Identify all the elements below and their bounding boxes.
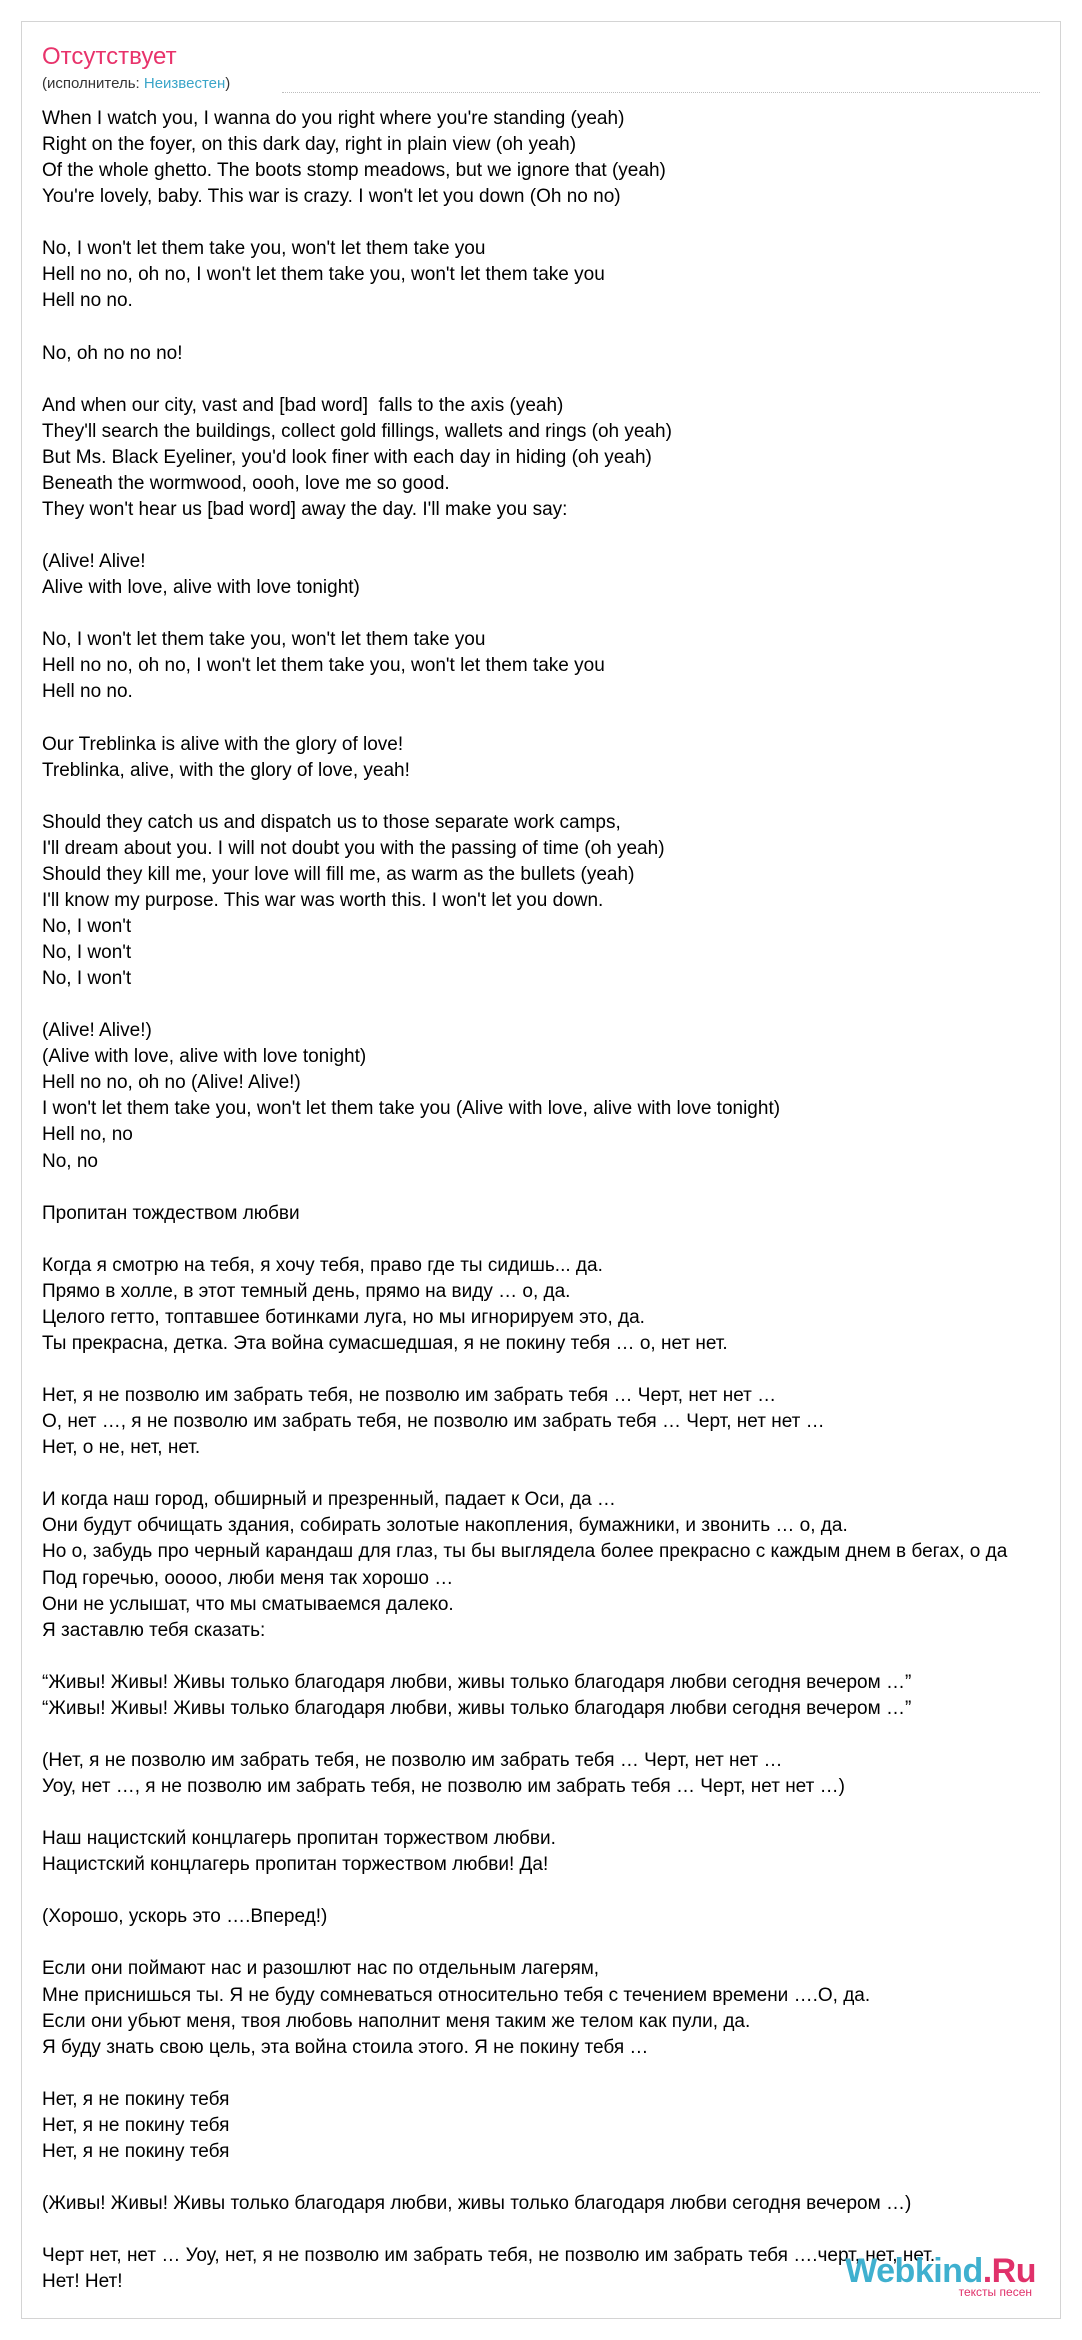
lyric-line: I won't let them take you, won't let them take you (Alive with love, alive with love tonight) bbox=[42, 1098, 781, 1120]
lyric-line bbox=[42, 1461, 1007, 1487]
lyric-line: Right on the foyer, on this dark day, right in plain view (oh yeah) bbox=[42, 134, 577, 156]
lyric-line: Если они убьют меня, твоя любовь наполнит меня таким же телом как пули, да. bbox=[42, 2010, 751, 2032]
lyric-line: And when our city, vast and [bad word] falls to the axis (yeah) bbox=[42, 394, 564, 416]
lyric-line: I'll know my purpose. This war was worth this. I won't let you down. bbox=[42, 889, 604, 911]
logo-webkind: Webkind bbox=[845, 2252, 983, 2290]
lyric-line: No, I won't bbox=[42, 915, 132, 937]
lyric-line bbox=[42, 1930, 1007, 1956]
lyric-line bbox=[42, 2061, 1007, 2087]
lyric-line: Мне приснишься ты. Я не буду сомневаться относительно тебя с течением времени ….О, да. bbox=[42, 1984, 871, 2006]
lyric-line: Наш нацистский концлагерь пропитан торжеством любви. bbox=[42, 1828, 556, 1850]
site-logo[interactable] bbox=[845, 2254, 1036, 2298]
lyric-line: Нет, я не позволю им забрать тебя, не позволю им забрать тебя … Черт, нет нет … bbox=[42, 1385, 777, 1407]
lyric-line: Нет, я не покину тебя bbox=[42, 2088, 230, 2110]
lyric-line bbox=[42, 2217, 1007, 2243]
lyric-line bbox=[42, 523, 1007, 549]
lyric-line: No, I won't bbox=[42, 942, 132, 963]
lyric-line: When I watch you, I wanna do you right where you're standing (yeah) bbox=[42, 108, 625, 129]
artist-link[interactable]: Неизвестен bbox=[143, 75, 226, 92]
lyric-line: No, oh no no no! bbox=[42, 342, 183, 364]
lyric-line: Когда я смотрю на тебя, я хочу тебя, право где ты сидишь... да. bbox=[42, 1254, 603, 1276]
lyric-line bbox=[42, 1878, 1007, 1904]
lyric-line: (Alive! Alive!) bbox=[42, 1020, 152, 1042]
lyric-line: Should they kill me, your love will fill me, as warm as the bullets (yeah) bbox=[42, 863, 635, 885]
lyric-line: И когда наш город, обширный и презренный, падает к Оси, да … bbox=[42, 1489, 616, 1511]
lyric-line: (Alive with love, alive with love tonight) bbox=[42, 1046, 367, 1068]
lyric-line bbox=[42, 1227, 1007, 1253]
lyric-line: Под горечью, ооооо, люби меня так хорошо … bbox=[42, 1567, 454, 1589]
lyric-line: They'll search the buildings, collect gold fillings, wallets and rings (oh yeah) bbox=[42, 420, 672, 442]
lyric-line bbox=[42, 2165, 1007, 2191]
lyric-line: “Живы! Живы! Живы только благодаря любви, живы только благодаря любви сегодня вечером …” bbox=[42, 1697, 912, 1719]
lyric-line: Целого гетто, топтавшее ботинками луга, но мы игнорируем это, да. bbox=[42, 1306, 645, 1328]
lyric-line: Нацистский концлагерь пропитан торжеством любви! Да! bbox=[42, 1854, 549, 1876]
lyric-line: Если они поймают нас и разошлют нас по отдельным лагерям, bbox=[42, 1958, 600, 1980]
lyric-line: No, no bbox=[42, 1150, 98, 1172]
lyric-line: No, I won't let them take you, won't let them take you bbox=[42, 238, 486, 260]
lyric-line bbox=[42, 1175, 1007, 1201]
lyric-line bbox=[42, 992, 1007, 1018]
lyric-line: They won't hear us [bad word] away the day. I'll make you say: bbox=[42, 498, 568, 520]
lyric-line: No, I won't let them take you, won't let them take you bbox=[42, 629, 486, 651]
lyric-line: You're lovely, baby. This war is crazy. I won't let you down (Oh no no) bbox=[42, 186, 621, 208]
lyric-line: Пропитан тождеством любви bbox=[42, 1202, 300, 1224]
lyric-line: Уоу, нет …, я не позволю им забрать тебя, не позволю им забрать тебя … Черт, нет нет …) bbox=[42, 1776, 845, 1797]
lyric-line bbox=[42, 1722, 1007, 1748]
lyric-line: Hell no no, oh no (Alive! Alive!) bbox=[42, 1072, 301, 1094]
lyric-line: “Живы! Живы! Живы только благодаря любви, живы только благодаря любви сегодня вечером …” bbox=[42, 1671, 912, 1693]
lyric-line: Они будут обчищать здания, собирать золотые накопления, бумажники, и звонить … о, да. bbox=[42, 1515, 848, 1537]
lyric-line: I'll dream about you. I will not doubt you with the passing of time (oh yeah) bbox=[42, 837, 665, 859]
lyric-line: Нет! Нет! bbox=[42, 2271, 123, 2293]
lyric-line bbox=[42, 367, 1007, 393]
lyric-line bbox=[42, 1357, 1007, 1383]
lyric-line: Hell no, no bbox=[42, 1124, 133, 1146]
lyric-line bbox=[42, 315, 1007, 341]
lyric-line: But Ms. Black Eyeliner, you'd look finer with each day in hiding (oh yeah) bbox=[42, 446, 652, 468]
song-title: Отсутствует bbox=[42, 43, 177, 70]
header-divider bbox=[282, 92, 1040, 93]
lyric-line: Я заставлю тебя сказать: bbox=[42, 1619, 266, 1641]
lyric-line: Our Treblinka is alive with the glory of love! bbox=[42, 733, 404, 755]
lyric-line: Should they catch us and dispatch us to those separate work camps, bbox=[42, 811, 621, 833]
lyric-line: Hell no no, oh no, I won't let them take you, won't let them take you bbox=[42, 655, 605, 677]
lyric-line: Ты прекрасна, детка. Эта война сумасшедшая, я не покину тебя … о, нет нет. bbox=[42, 1332, 728, 1354]
lyric-line: Treblinka, alive, with the glory of love, yeah! bbox=[42, 759, 410, 781]
lyric-line: Они не услышат, что мы сматываемся далеко. bbox=[42, 1593, 454, 1615]
lyric-line bbox=[42, 1800, 1007, 1826]
lyric-line: Нет, я не покину тебя bbox=[42, 2140, 230, 2162]
lyric-line: Alive with love, alive with love tonight) bbox=[42, 577, 360, 599]
logo-tagline: тексты песен bbox=[958, 2285, 1032, 2299]
lyric-line: (Нет, я не позволю им забрать тебя, не позволю им забрать тебя … Черт, нет нет … bbox=[42, 1749, 783, 1771]
lyric-line bbox=[42, 210, 1007, 236]
lyric-line: (Alive! Alive! bbox=[42, 551, 146, 573]
lyric-line: Нет, я не покину тебя bbox=[42, 2114, 230, 2136]
lyric-line: Hell no no. bbox=[42, 681, 133, 703]
lyric-line: Прямо в холле, в этот темный день, прямо на виду … о, да. bbox=[42, 1280, 571, 1302]
lyric-line: Нет, о не, нет, нет. bbox=[42, 1437, 201, 1459]
lyrics-card bbox=[21, 21, 1061, 2319]
lyric-line bbox=[42, 784, 1007, 810]
lyric-line: Черт нет, нет … Уоу, нет, я не позволю им забрать тебя, не позволю им забрать тебя ….черт, нет, нет. bbox=[42, 2245, 936, 2267]
lyric-line: Beneath the wormwood, oooh, love me so good. bbox=[42, 472, 450, 494]
artist-line bbox=[42, 74, 230, 94]
lyric-line: О, нет …, я не позволю им забрать тебя, не позволю им забрать тебя … Черт, нет нет … bbox=[42, 1411, 825, 1433]
lyric-line bbox=[42, 1644, 1007, 1670]
lyric-line bbox=[42, 601, 1007, 627]
artist-suffix: ) bbox=[225, 75, 231, 92]
lyric-line: Hell no no, oh no, I won't let them take you, won't let them take you bbox=[42, 264, 605, 286]
lyric-line: Hell no no. bbox=[42, 290, 133, 312]
lyric-line: Я буду знать свою цель, эта война стоила этого. Я не покину тебя … bbox=[42, 2036, 649, 2058]
lyric-line: (Живы! Живы! Живы только благодаря любви, живы только благодаря любви сегодня вечером …) bbox=[42, 2193, 912, 2214]
lyric-line: No, I won't bbox=[42, 968, 132, 990]
artist-prefix: (исполнитель: bbox=[42, 75, 144, 92]
lyric-line: Но о, забудь про черный карандаш для глаз, ты бы выглядела более прекрасно с каждым днем в бегах, о да bbox=[42, 1541, 1008, 1563]
lyrics-text bbox=[42, 106, 1007, 2295]
logo-ru: .Ru bbox=[982, 2252, 1036, 2290]
lyric-line: (Хорошо, ускорь это ….Вперед!) bbox=[42, 1906, 328, 1928]
lyric-line bbox=[42, 705, 1007, 731]
lyric-line: Of the whole ghetto. The boots stomp meadows, but we ignore that (yeah) bbox=[42, 160, 666, 182]
